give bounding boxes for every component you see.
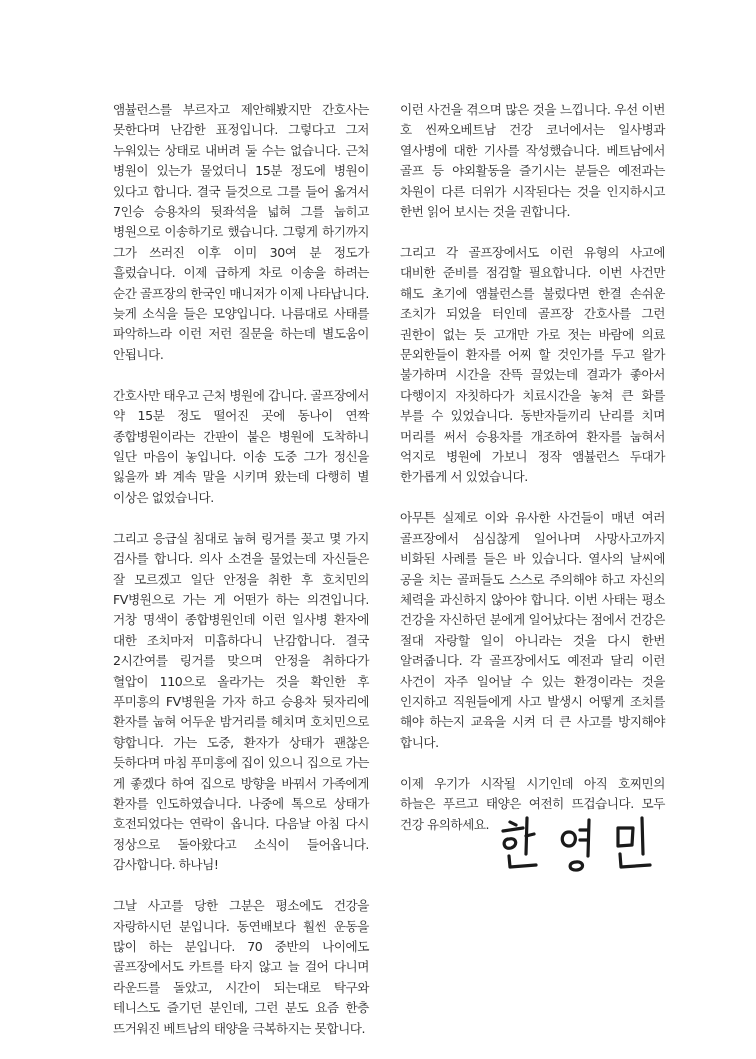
right-column (400, 100, 665, 855)
paragraph: 간호사만 태우고 근처 병원에 갑니다. 골프장에서 약 15분 정도 떨어진 곳에 동나이 연짝 종합병원이라는 간판이 붙은 병원에 도착하니 일단 마음이 놓입니다. 이송 도중 그가 정신을 잃을까 봐 계속 말을 시키며 왔는데 다행히 별 이상은 없었습니다. (113, 387, 369, 505)
paragraph: 아무튼 실제로 이와 유사한 사건들이 매년 여러 골프장에서 심심찮게 일어나며 사망사고까지 비화된 사례를 들은 바 있습니다. 열사의 날씨에 공을 치는 골퍼들도 스스로 주의해야 하고 자신의 체력을 과신하지 않아야 합니다. 이번 사태는 평소 건강을 자신하던 분에게 일어났다는 점에서 건강은 절대 자랑할 일이 아니라는 것을 다시 한번 알려줍니다. 각 골프장에서도 예전과 달리 이런 사건이 자주 일어날 수 있는 환경이라는 것을 인지하고 직원들에게 사고 발생시 어떻게 조치를 해야 하는지 교육을 시켜 더 큰 사고를 방지해야 합니다. (400, 510, 665, 750)
left-column (113, 100, 369, 1059)
handwritten-signature (496, 812, 666, 874)
paragraph: 그리고 응급실 침대로 눕혀 링거를 꽂고 몇 가지 검사를 합니다. 의사 소견을 물었는데 자신들은 잘 모르겠고 일단 안정을 취한 후 호치민의 FV병원으로 가는 게 어떤가 하는 의견입니다. 거창 명색이 종합병원인데 이런 일사병 환자에 대한 조치마저 미흡하다니 난감합니다. 결국 2시간여를 링거를 맞으며 안정을 취하다가 혈압이 110으로 올라가는 것을 확인한 후 푸미흥의 FV병원을 가자 하고 승용차 뒷자리에 환자를 눕혀 어두운 밤거리를 헤치며 호치민으로 향합니다. 가는 도중, 환자가 상태가 괜찮은 듯하다며 마침 푸미흥에 집이 있으니 집으로 가는 게 좋겠다 하여 집으로 방향을 바꿔서 가족에게 환자를 인도하였습니다. 나중에 톡으로 상태가 호전되었다는 연락이 옵니다. 다음날 아침 다시 정상으로 돌아왔다고 소식이 들어옵니다. 감사합니다. 하나님! (113, 530, 369, 873)
paragraph: 그날 사고를 당한 그분은 평소에도 건강을 자랑하시던 분입니다. 동연배보다 훨씬 운동을 많이 하는 분입니다. 70 중반의 나이에도 골프장에서도 카트를 타지 않고 늘 걸어 다니며 라운드를 돌았고, 시간이 되는대로 탁구와 테니스도 즐기던 분인데, 그런 분도 요즘 한층 뜨거워진 베트남의 태양을 극복하지는 못합니다. (113, 898, 369, 1036)
paragraph: 이제 우기가 시작될 시기인데 아직 호찌민의 하늘은 푸르고 태양은 여전히 뜨겁습니다. 모두 건강 유의하세요. (400, 775, 665, 832)
paragraph: 이런 사건을 겪으며 많은 것을 느낍니다. 우선 이번 호 씬짜오베트남 건강 코너에서는 일사병과 열사병에 대한 기사를 작성했습니다. 베트남에서 골프 등 야외활동을 즐기시는 분들은 예전과는 차원이 다른 더위가 시작된다는 것을 인지하시고 한번 읽어 보시는 것을 권합니다. (400, 102, 665, 220)
paragraph: 앰뷸런스를 부르자고 제안해봤지만 간호사는 못한다며 난감한 표정입니다. 그렇다고 그저 누워있는 상태로 내버려 둘 수는 없습니다. 근처 병원이 있는가 물었더니 15분 정도에 병원이 있다고 합니다. 결국 들것으로 그를 들어 옮겨서 7인승 승용차의 뒷좌석을 넓혀 그를 눕히고 병원으로 이송하기로 했습니다. 그렇게 하기까지 그가 쓰러진 이후 이미 30여 분 정도가 흘렀습니다. 이제 급하게 차로 이송을 하려는 순간 골프장의 한국인 매니저가 이제 나타납니다. 늦게 소식을 들은 모양입니다. 나름대로 사태를 파악하느라 이런 저런 질문을 하는데 별도움이 안됩니다. (113, 102, 369, 362)
paragraph: 그리고 각 골프장에서도 이런 유형의 사고에 대비한 준비를 점검할 필요합니다. 이번 사건만 해도 초기에 앰뷸런스를 불렀다면 한결 손쉬운 조치가 되었을 터인데 골프장 간호사를 그런 권한이 없는 듯 고개만 가로 젓는 바람에 의료 문외한들이 환자를 어찌 할 것인가를 두고 왈가 불가하며 시간을 잔뜩 끌었는데 결과가 좋아서 다행이지 자칫하다가 치료시간을 놓쳐 큰 화를 부를 수 있었습니다. 동반자들끼리 난리를 치며 머리를 써서 승용차를 개조하여 환자를 눕혀서 억지로 병원에 가보니 정작 앰뷸런스 두대가 한가롭게 서 있었습니다. (400, 244, 665, 485)
